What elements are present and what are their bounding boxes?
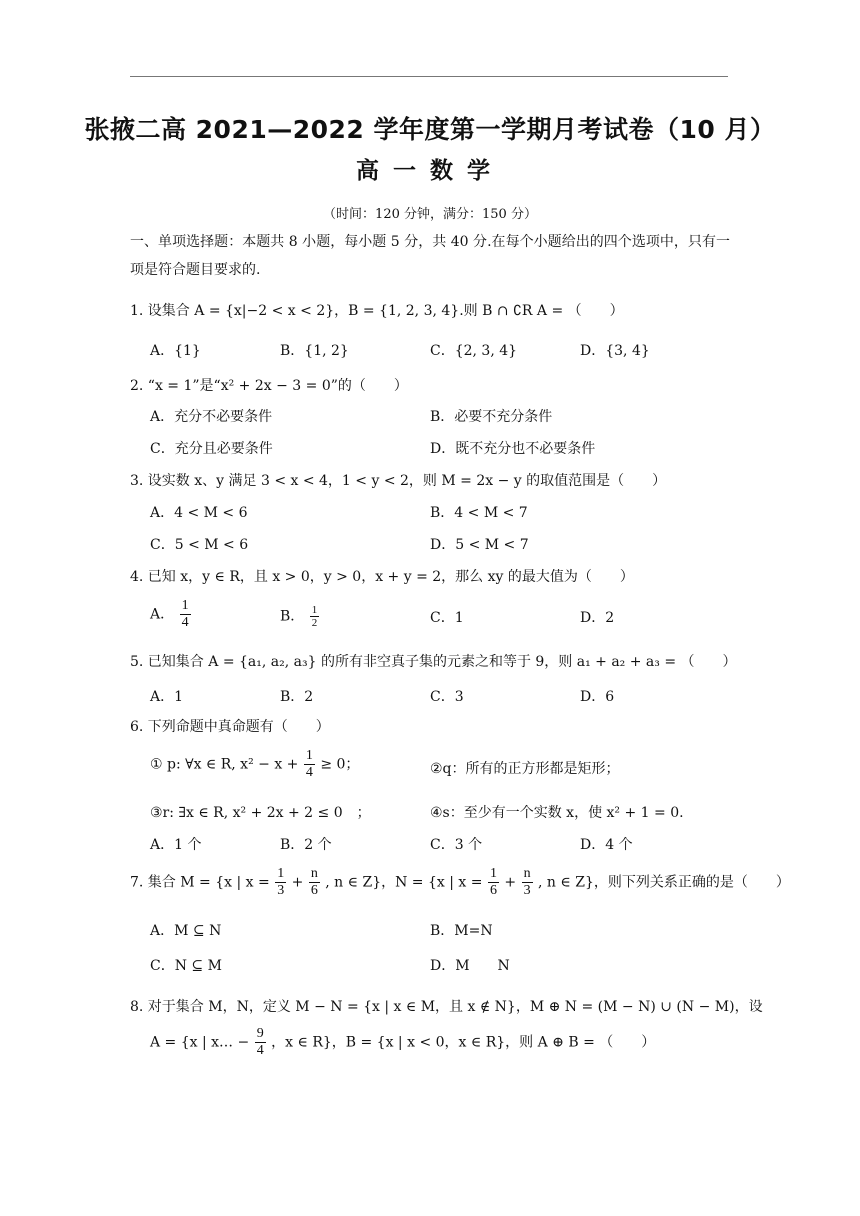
question-8-stem-line1: 8. 对于集合 M，N，定义 M − N = {x | x ∈ M，且 x ∉ N}，M ⊕ N = (M − N) ∪ (N − M)，设 xyxy=(130,999,763,1015)
q5-option-b: B．2 xyxy=(280,689,314,705)
q3-option-b: B．4 < M < 7 xyxy=(430,505,528,521)
q7-option-c: C．N ⊆ M xyxy=(150,958,222,974)
q7-option-d: D．M N xyxy=(430,958,510,974)
q3-option-a: A．4 < M < 6 xyxy=(150,505,248,521)
q7-option-b: B．M=N xyxy=(430,923,493,939)
question-7-stem: 7. 集合 M = {x | x = $\frac{1}{3}$ + $\frac{n}{6}$ , n ∈ Z}，N = {x | x = $\frac{1}{6}$ + $\frac{n}{3}$ , n ∈ Z}，则下列关系正确的是（ ） xyxy=(130,866,790,898)
q6-option-a: A．1 个 xyxy=(150,837,202,853)
question-3-stem: 3. 设实数 x、y 满足 3 < x < 4，1 < y < 2，则 M = 2x − y 的取值范围是（ ） xyxy=(130,473,667,489)
q7-option-a: A．M ⊆ N xyxy=(150,923,222,939)
question-4-stem: 4. 已知 x，y ∈ R，且 x > 0，y > 0，x + y = 2，那么 xy 的最大值为（ ） xyxy=(130,569,634,585)
q5-option-d: D．6 xyxy=(580,689,615,705)
section-heading: 一、单项选择题：本题共 8 小题，每小题 5 分，共 40 分.在每个小题给出的四个选项中，只有一项是符合题目要求的. xyxy=(130,234,730,278)
question-1-stem: 1. 设集合 A = {x|−2 < x < 2}，B = {1, 2, 3, 4}.则 B ∩ ∁R A = （ ） xyxy=(130,303,624,319)
exam-subtitle: 高一数学 xyxy=(356,158,504,184)
q4-option-c: C．1 xyxy=(430,610,464,626)
q6-frac: $\frac{1}{4}$ xyxy=(305,748,313,780)
q1-option-a: A．{1} xyxy=(150,343,201,359)
q7-frac-1: $\frac{1}{3}$ xyxy=(277,866,285,898)
q6-prop-3: ③r: ∃x ∈ R, x² + 2x + 2 ≤ 0 ； xyxy=(150,805,371,821)
exam-title: 张掖二高 2021—2022 学年度第一学期月考试卷（10 月） xyxy=(84,115,776,144)
q2-option-d: D．既不充分也不必要条件 xyxy=(430,441,596,457)
time-note: （时间：120 分钟，满分：150 分） xyxy=(323,207,537,222)
q3-option-c: C．5 < M < 6 xyxy=(150,537,249,553)
q6-option-b: B．2 个 xyxy=(280,837,332,853)
q4-option-a: A． $\frac{1}{4}$ xyxy=(150,598,189,630)
q5-option-c: C．3 xyxy=(430,689,464,705)
q6-prop-1: ① p: ∀x ∈ R, x² − x + $\frac{1}{4}$ ≥ 0； xyxy=(150,748,360,780)
q1-option-d: D．{3, 4} xyxy=(580,343,650,359)
q1-option-b: B．{1, 2} xyxy=(280,343,349,359)
q7-frac-4: $\frac{n}{3}$ xyxy=(523,866,531,898)
q2-option-b: B．必要不充分条件 xyxy=(430,409,553,425)
q2-option-c: C．充分且必要条件 xyxy=(150,441,273,457)
q6-option-c: C．3 个 xyxy=(430,837,483,853)
q2-option-a: A．充分不必要条件 xyxy=(150,409,273,425)
q4-frac-a: $\frac{1}{4}$ xyxy=(181,598,189,630)
q4-option-d: D．2 xyxy=(580,610,615,626)
q4-option-b: B． $\frac{1}{2}$ xyxy=(280,604,318,629)
question-2-stem: 2. “x = 1”是“x² + 2x − 3 = 0”的（ ） xyxy=(130,378,408,394)
q3-option-d: D．5 < M < 7 xyxy=(430,537,529,553)
q4-frac-b: $\frac{1}{2}$ xyxy=(311,604,318,629)
question-8-stem-line2: A = {x | x… − $\frac{9}{4}$ ，x ∈ R}，B = {x | x < 0，x ∈ R}，则 A ⊕ B = （ ） xyxy=(150,1026,656,1058)
q6-option-d: D．4 个 xyxy=(580,837,633,853)
q6-prop-4: ④s：至少有一个实数 x，使 x² + 1 = 0. xyxy=(430,805,684,821)
question-6-stem: 6. 下列命题中真命题有（ ） xyxy=(130,719,330,735)
q7-frac-3: $\frac{1}{6}$ xyxy=(489,866,497,898)
q8-frac: $\frac{9}{4}$ xyxy=(256,1026,264,1058)
header-rule xyxy=(130,76,728,77)
q5-option-a: A．1 xyxy=(150,689,184,705)
question-5-stem: 5. 已知集合 A = {a₁, a₂, a₃} 的所有非空真子集的元素之和等于 9，则 a₁ + a₂ + a₃ = （ ） xyxy=(130,654,737,670)
q6-prop-2: ②q：所有的正方形都是矩形； xyxy=(430,761,620,777)
q1-option-c: C．{2, 3, 4} xyxy=(430,343,518,359)
q7-frac-2: $\frac{n}{6}$ xyxy=(310,866,318,898)
